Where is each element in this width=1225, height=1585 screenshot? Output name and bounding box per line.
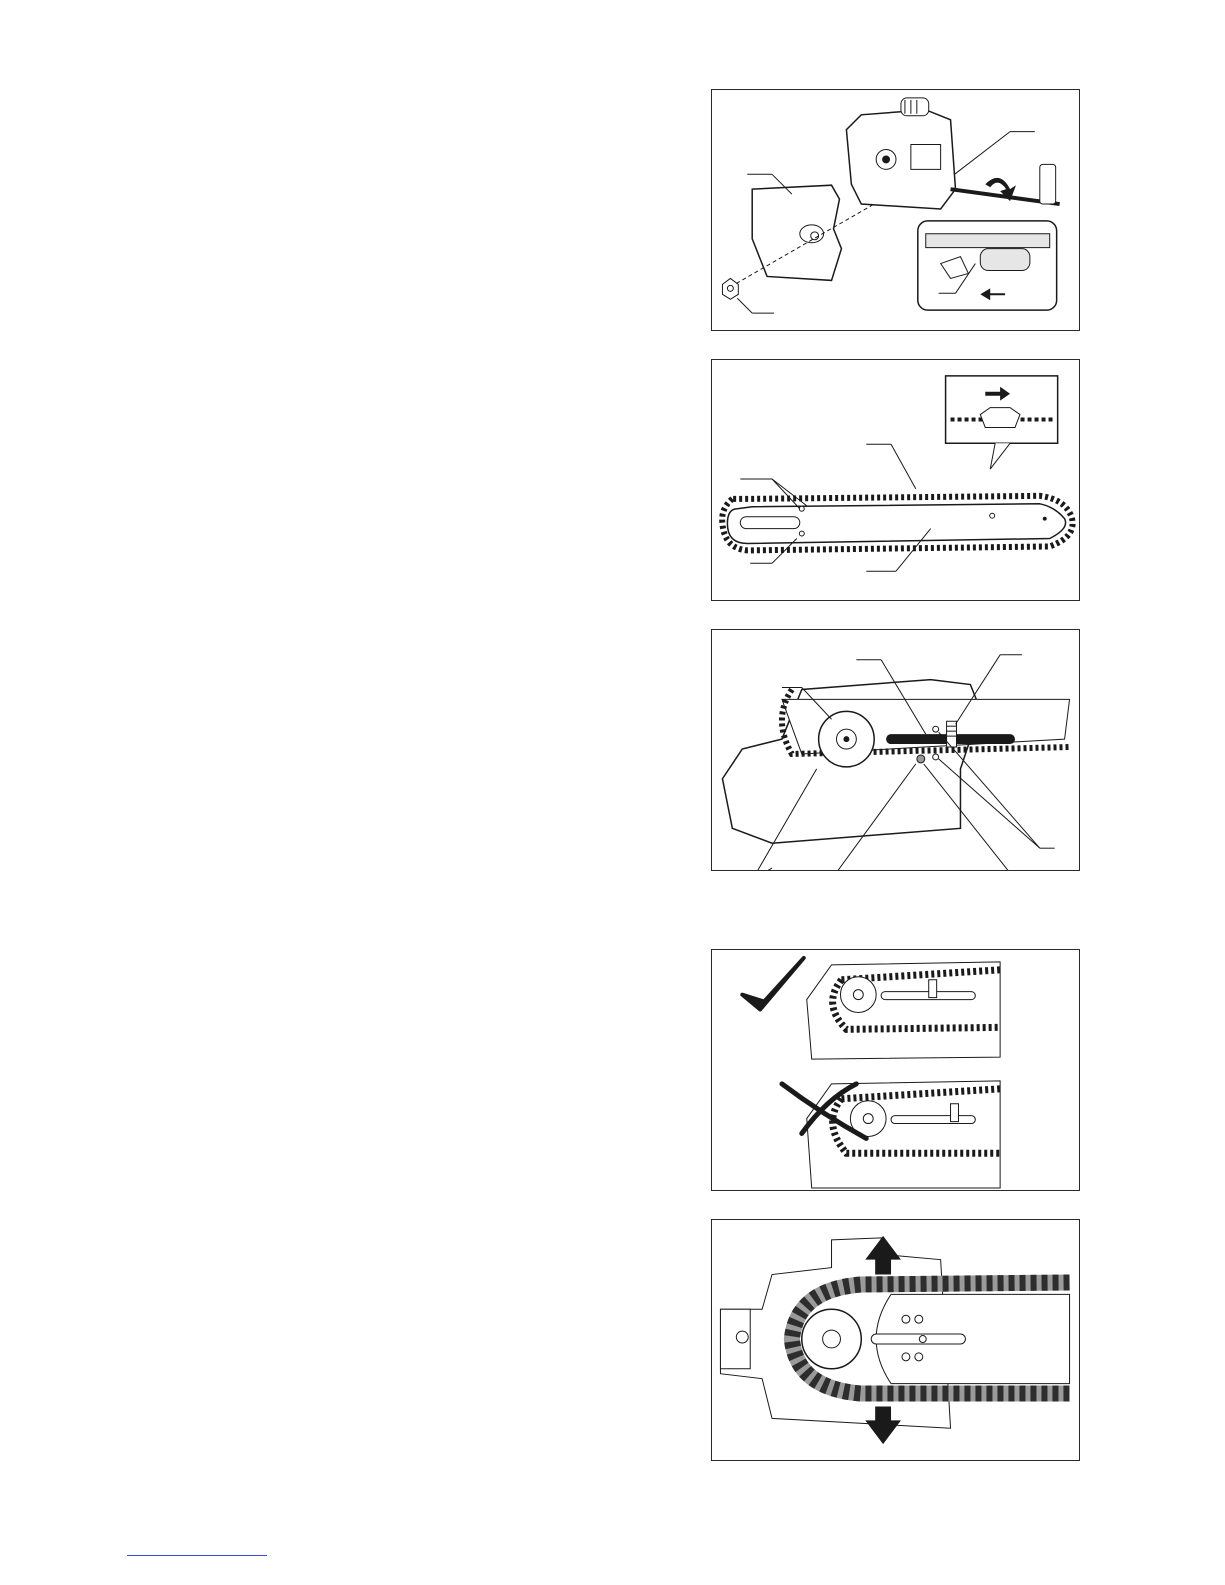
chain-tension-illustration bbox=[712, 1220, 1079, 1460]
footer-rule bbox=[127, 1555, 267, 1556]
inset-tensioner-detail bbox=[918, 221, 1057, 310]
correct-installation bbox=[742, 958, 1000, 1059]
figure-bar-and-chain bbox=[711, 359, 1080, 601]
bar-chain-illustration bbox=[712, 360, 1079, 600]
figure-chain-correct-incorrect bbox=[711, 949, 1080, 1191]
figure-sprocket-cover-removal bbox=[711, 89, 1080, 331]
figure-bar-mounting bbox=[711, 629, 1080, 871]
check-mark-icon bbox=[742, 958, 803, 1010]
inset-chain-direction bbox=[946, 376, 1058, 469]
figure-chain-tension bbox=[711, 1219, 1080, 1461]
bar-mounting-illustration bbox=[712, 630, 1079, 870]
sprocket-cover-illustration bbox=[712, 90, 1079, 330]
incorrect-installation bbox=[782, 1081, 1000, 1188]
nut-icon bbox=[722, 278, 738, 299]
chain-comparison-illustration bbox=[712, 950, 1079, 1190]
